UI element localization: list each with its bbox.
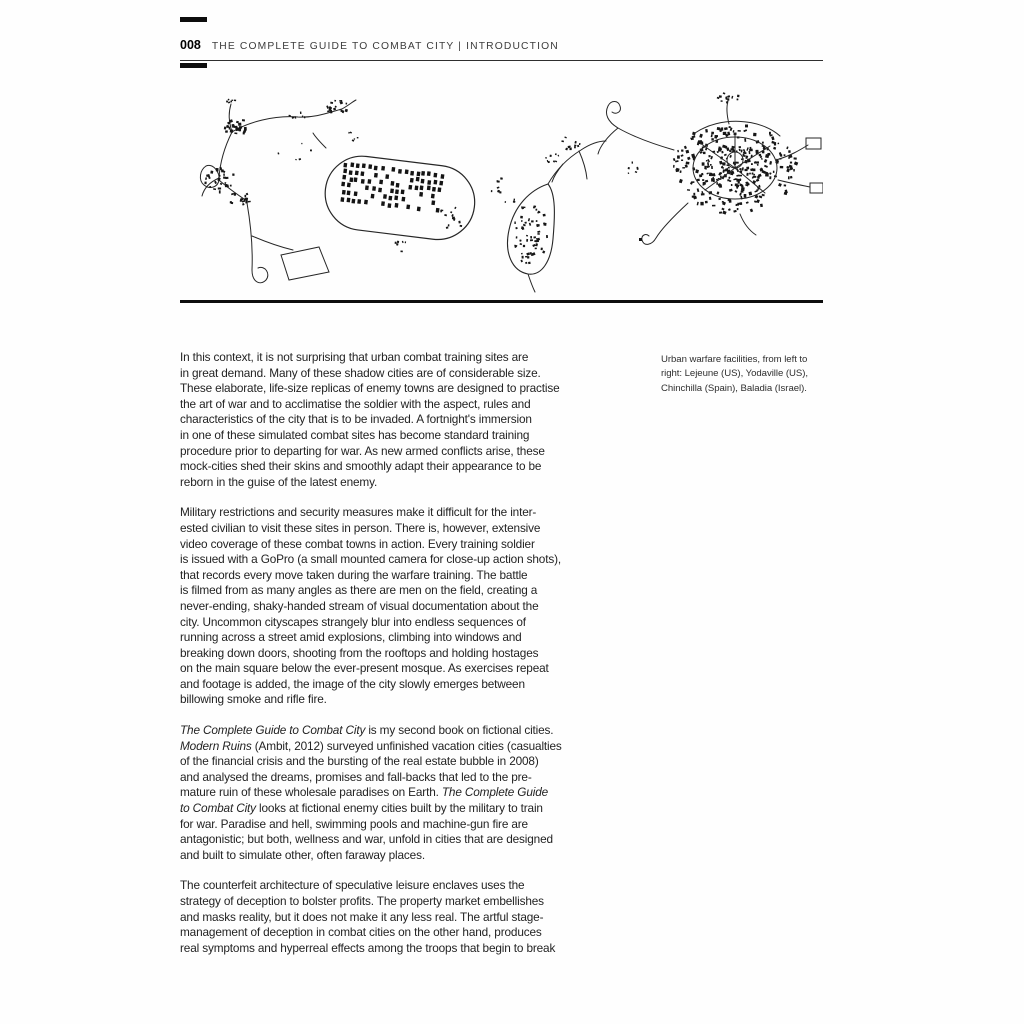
map-lejeune-us [200,99,356,283]
text-columns [180,350,823,971]
body-text [180,350,632,971]
body-paragraph: The Complete Guide to Combat City is my second book on fictional cities. Modern Ruins (Ambit, 2012) surveyed unfinished vacation cities (casualties of the financial crisis and the bursting of the real estate bubble in 2008) and analysed the dreams, promises and fall-backs that led to the pre- mature ruin of these wholesale paradises on Earth. The Complete Guide to Combat City looks at fictional enemy cities built by the military to train for war. Paradise and hell, swimming pools and machine-gun fire are antagonistic; but both, wellness and war, unfold in cities that are designed and built to simulate other, often faraway places. [180,723,562,862]
page-content [180,17,823,971]
figure-caption: Urban warfare facilities, from left to right: Lejeune (US), Yodaville (US), Chinchilla (Spain), Baladia (Israel). [661,354,808,394]
body-paragraph: The counterfeit architecture of speculative leisure enclaves uses the strategy of deception to bolster profits. The property market embellishes and masks reality, but it does not make it any less real. The artful stage- management of deception in combat cities on the other hand, produces real symptoms and hyperreal effects among the troops that begin to break [180,878,556,955]
header-title: THE COMPLETE GUIDE TO COMBAT CITY | INTRODUCTION [211,41,559,52]
header-bottom-bar [180,63,207,68]
figure-divider [180,300,823,303]
page-number: 008 [180,38,201,52]
page-header [180,17,823,68]
body-paragraph: Military restrictions and security measures make it difficult for the inter- ested civilian to visit these sites in person. There is, however, extensive video coverage of these combat towns in action. Every training soldier is issued with a GoPro (a small mounted camera for close-up action shots), that records every move taken during the warfare training. The battle is filmed from as many angles as there are men on the field, creating a never-ending, shaky-handed stream of visual documentation about the city. Uncommon cityscapes strangely blur into endless sequences of running across a street amid explosions, climbing into windows and breaking down doors, shooting from the rooftops and holding hostages on the main square below the ever-present mosque. As exercises repeat and footage is added, the image of the city slowly emerges between billowing smoke and rifle fire. [180,505,561,707]
header-top-bar [180,17,207,22]
map-baladia-israel [598,92,823,244]
maps-canvas [180,88,823,298]
figure-maps [180,88,823,298]
map-yodaville-us [313,132,503,253]
map-chinchilla-spain [505,136,606,292]
header-row [180,38,823,61]
body-paragraph: In this context, it is not surprising that urban combat training sites are in great demand. Many of these shadow cities are of considerable size. These elaborate, life-size replicas of enemy towns are designed to practise the art of war and to acclimatise the soldier with the aspect, rules and characteristics of the city that is to be invaded. A fortnight's immersion in one of these simulated combat sites has become standard training procedure prior to departing for war. As new armed conflicts arise, these mock-cities shed their skins and smoothly adapt their appearance to be reborn in the guise of the latest enemy. [180,350,560,489]
